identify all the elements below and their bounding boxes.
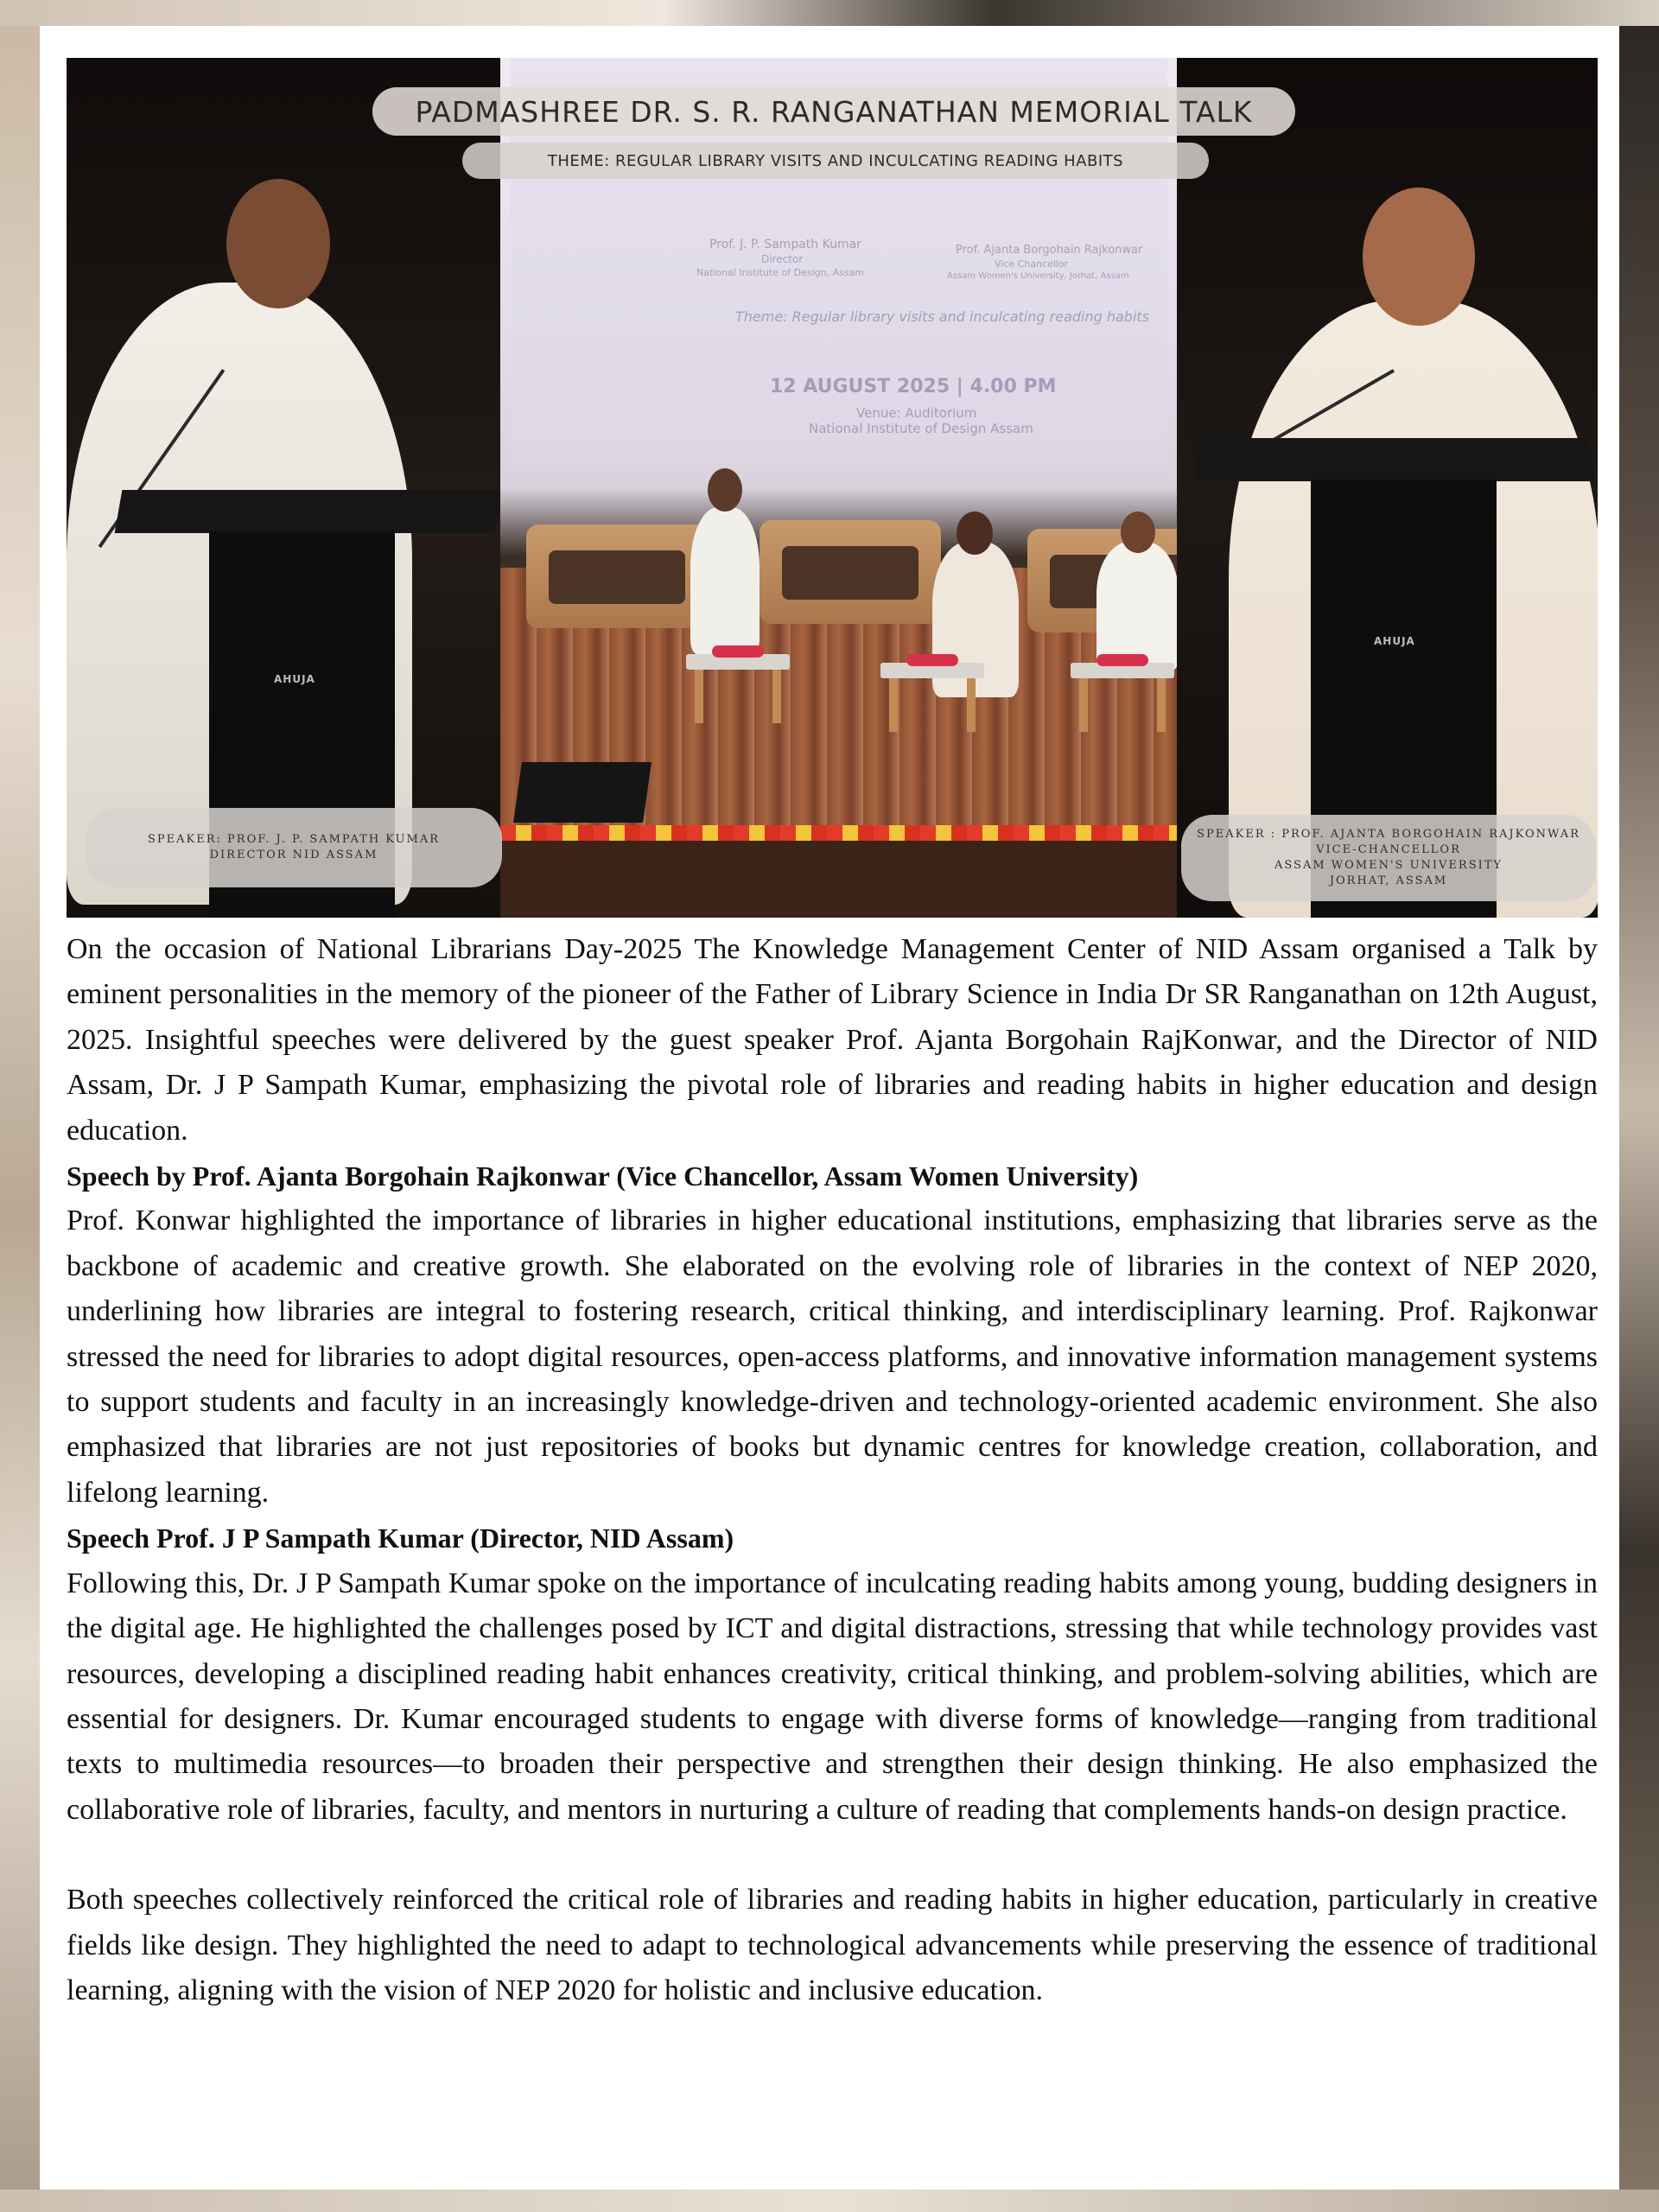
speaker-caption-left: [86, 808, 502, 887]
sofa-2: [760, 520, 941, 624]
newsletter-card: [40, 26, 1619, 2190]
speaker-head-right: [1363, 188, 1475, 326]
coffee-table-1: [686, 654, 790, 723]
paragraph-speech-sampath-kumar: Following this, Dr. J P Sampath Kumar spoke on the importance of inculcating reading habits among young, budding designers in the digital age. He highlighted the challenges posed by ICT and digital distractions, stressing that while technology provides vast resources, developing a disciplined reading habit enhances creativity, critical thinking, and problem-solving abilities, which are essential for designers. Dr. Kumar encouraged students to engage with diverse forms of knowledge—ranging from traditional texts to multimedia resources—to broaden their perspective and strengthen their design thinking. He also emphasized the collaborative role of libraries, faculty, and mentors in nurturing a culture of reading that complements hands-on design practice.: [67, 1567, 1598, 1826]
screen-speaker2-role: Vice Chancellor: [995, 258, 1069, 270]
photo-right-speaker: [1177, 58, 1598, 918]
paragraph-speech-rajkonwar: Prof. Konwar highlighted the importance of libraries in higher educational institutions, emphasizing that libraries serve as the backbone of academic and creative growth. She elaborated on the evolving role of libraries in the context of NEP 2020, underlining how libraries are integral to fostering research, critical thinking, and interdisciplinary learning. Prof. Rajkonwar stressed the need for libraries to adopt digital resources, open-access platforms, and innovative information management systems to support students and faculty in an increasingly knowledge-driven and technology-oriented academic environment. She also emphasized that libraries are not just repositories of books but dynamic centres for knowledge creation, collaboration, and lifelong learning.: [67, 1205, 1598, 1509]
screen-speaker1-role: Director: [761, 253, 804, 265]
guest-1-head: [708, 468, 742, 512]
stage-flower-border: [500, 825, 1177, 841]
stage-front: [500, 841, 1177, 918]
stage-monitor-speaker: [513, 762, 652, 823]
paragraph-spacer: [67, 1833, 1598, 1878]
guest-2-head: [957, 512, 993, 555]
coffee-table-2: [880, 663, 984, 732]
speaker-head-left: [226, 179, 330, 308]
podium-brand-right: AHUJA: [1374, 635, 1415, 647]
background-photo-right: [1619, 0, 1659, 2212]
caption-right-name: SPEAKER : PROF. AJANTA BORGOHAIN RAJKONWAR: [1197, 828, 1580, 841]
conclusion-paragraph: Both speeches collectively reinforced the critical role of libraries and reading habits in higher education, particularly in creative fields like design. They highlighted the need to adapt to technological advancements while preserving the essence of traditional learning, aligning with the vision of NEP 2020 for holistic and inclusive education.: [67, 1884, 1598, 2006]
screen-date: 12 AUGUST 2025 | 4.00 PM: [770, 376, 1057, 397]
speaker-caption-right: [1181, 815, 1596, 901]
screen-speaker1-org: National Institute of Design, Assam: [696, 267, 865, 278]
screen-venue-org: National Institute of Design Assam: [809, 421, 1033, 436]
event-theme-banner: THEME: REGULAR LIBRARY VISITS AND INCULCATING READING HABITS: [462, 143, 1209, 179]
caption-right-org: ASSAM WOMEN'S UNIVERSITY: [1274, 859, 1503, 872]
event-title-banner: PADMASHREE DR. S. R. RANGANATHAN MEMORIAL TALK: [372, 87, 1295, 136]
screen-speaker2-org: Assam Women's University, Jorhat, Assam: [947, 271, 1129, 281]
background-photo-top: [0, 0, 1659, 26]
guest-1: [690, 507, 760, 654]
guest-3-head: [1121, 512, 1155, 553]
guest-3: [1096, 542, 1177, 671]
podium-top-right: [1191, 438, 1594, 481]
photo-left-speaker: [67, 58, 500, 918]
screen-venue: Venue: Auditorium: [856, 405, 977, 421]
background-photo-left: [0, 0, 40, 2212]
photo-middle-stage: [500, 58, 1177, 918]
heading-speech-rajkonwar: Speech by Prof. Ajanta Borgohain Rajkonwar (Vice Chancellor, Assam Women University): [67, 1160, 1139, 1192]
podium-brand-left: AHUJA: [274, 673, 315, 685]
caption-left-name: SPEAKER: PROF. J. P. SAMPATH KUMAR: [148, 833, 440, 846]
caption-right-location: JORHAT, ASSAM: [1329, 874, 1448, 887]
heading-speech-sampath-kumar: Speech Prof. J P Sampath Kumar (Director, NID Assam): [67, 1522, 734, 1554]
caption-right-title: VICE-CHANCELLOR: [1316, 843, 1461, 856]
event-photo-collage: [67, 58, 1598, 918]
article-body: [67, 927, 1598, 2013]
background-photo-bottom: [0, 2190, 1659, 2212]
coffee-table-3: [1071, 663, 1174, 732]
screen-theme: Theme: Regular library visits and inculcating reading habits: [735, 308, 1150, 325]
podium-top-left: [115, 490, 500, 533]
screen-speaker1: Prof. J. P. Sampath Kumar: [709, 238, 861, 251]
sofa-1: [526, 524, 708, 628]
screen-speaker2: Prof. Ajanta Borgohain Rajkonwar: [956, 244, 1143, 257]
intro-paragraph: On the occasion of National Librarians Day-2025 The Knowledge Management Center of NID Assam organised a Talk by eminent personalities in the memory of the pioneer of the Father of Library Science in India Dr SR Ranganathan on 12th August, 2025. Insightful speeches were delivered by the guest speaker Prof. Ajanta Borgohain RajKonwar, and the Director of NID Assam, Dr. J P Sampath Kumar, emphasizing the pivotal role of libraries and reading habits in higher education and design education.: [67, 933, 1598, 1147]
caption-left-title: DIRECTOR NID ASSAM: [209, 849, 378, 861]
